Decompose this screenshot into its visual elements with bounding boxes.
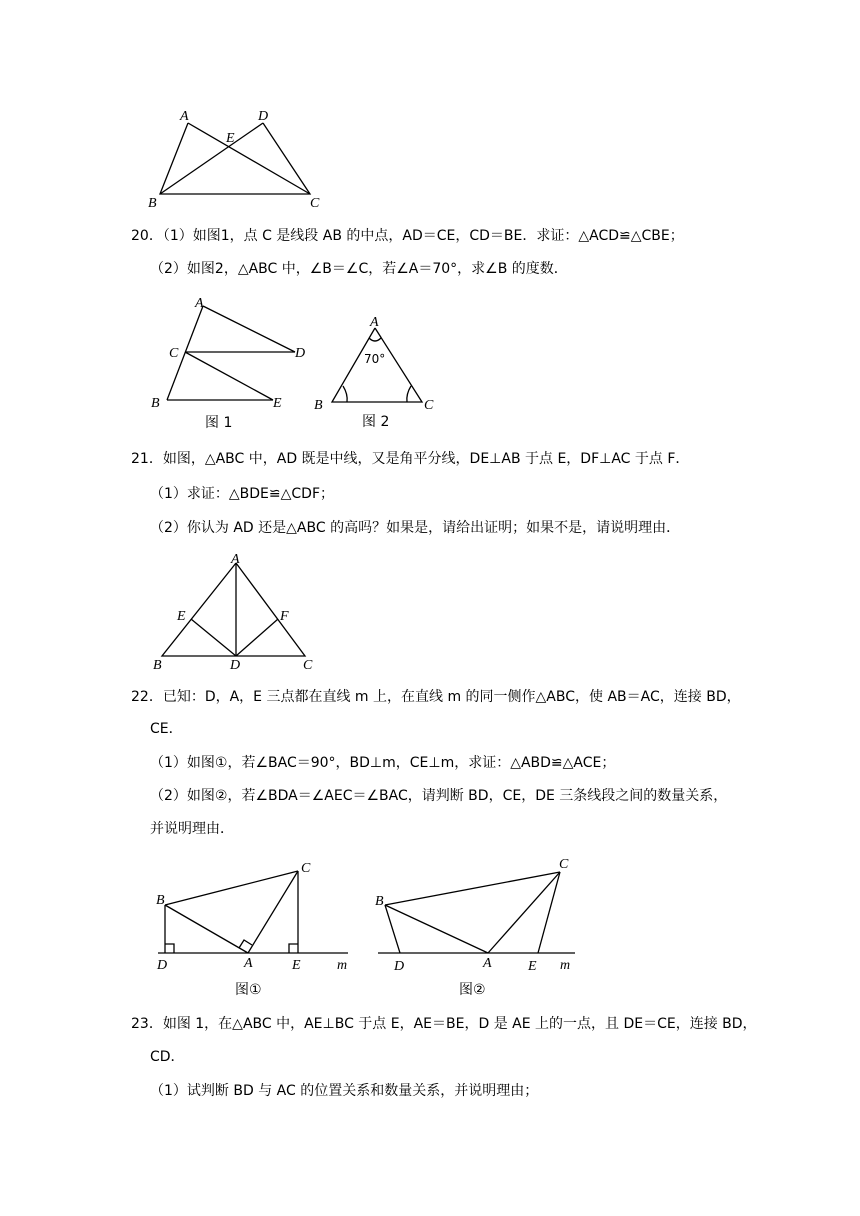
q23-line-2: CD． <box>150 1049 185 1065</box>
right-angle-a <box>239 940 252 948</box>
label-m: m <box>337 958 348 973</box>
q21-line-3: （2）你认为 AD 还是△ABC 的高吗？如果是，请给出证明；如果不是，请说明理由． <box>150 520 681 536</box>
label-d: D <box>258 109 269 124</box>
label-e: E <box>273 396 282 411</box>
q23-line-3: （1）试判断 BD 与 AC 的位置关系和数量关系，并说明理由； <box>150 1083 539 1099</box>
q21-line-2: （1）求证：△BDE≌△CDF； <box>150 486 335 502</box>
label-f: F <box>280 609 289 624</box>
q20-line-2: （2）如图2，△ABC 中，∠B＝∠C，若∠A＝70°，求∠B 的度数． <box>150 261 568 277</box>
label-c: C <box>559 857 569 872</box>
angle-arc-b <box>343 386 347 402</box>
angle-label: 70° <box>364 352 386 366</box>
q22-line-5: 并说明理由． <box>150 821 234 837</box>
label-d: D <box>394 959 405 974</box>
label-d: D <box>157 958 168 973</box>
figure-q22-fig1 <box>150 855 360 1000</box>
label-e: E <box>292 958 301 973</box>
label-b: B <box>151 396 160 411</box>
label-d: D <box>230 658 241 673</box>
label-c: C <box>424 398 434 413</box>
label-e: E <box>177 609 186 624</box>
label-b: B <box>375 894 384 909</box>
label-c: C <box>169 346 179 361</box>
figure-q21 <box>150 550 330 675</box>
label-a: A <box>370 315 379 330</box>
q23-line-1: 23．如图 1，在△ABC 中，AE⊥BC 于点 E，AE＝BE，D 是 AE 上的一点，且 DE＝CE，连接 BD， <box>131 1016 757 1032</box>
figure-q19-crossed-triangles <box>140 105 340 210</box>
label-a: A <box>244 956 253 971</box>
figure-q20-fig2 <box>310 312 450 432</box>
label-c: C <box>301 861 311 876</box>
label-a: A <box>195 296 204 311</box>
right-angle-e <box>289 944 298 953</box>
label-e: E <box>226 131 235 146</box>
label-b: B <box>156 893 165 908</box>
label-m: m <box>560 958 571 973</box>
label-b: B <box>153 658 162 673</box>
figure-q20-fig1 <box>145 295 320 435</box>
figure-q22-fig2 <box>370 855 590 1000</box>
q22-line-1: 22．已知：D，A，E 三点都在直线 m 上，在直线 m 的同一侧作△ABC，使 AB＝AC，连接 BD， <box>131 689 741 705</box>
label-a: A <box>483 956 492 971</box>
angle-arc-a <box>369 338 381 341</box>
q21-line-1: 21．如图，△ABC 中，AD 既是中线，又是角平分线，DE⊥AB 于点 E，DF⊥AC 于点 F． <box>131 451 690 467</box>
label-b: B <box>148 196 157 211</box>
label-a: A <box>231 552 240 567</box>
angle-arc-c <box>407 386 411 402</box>
fig1-caption: 图① <box>235 982 262 998</box>
q22-line-4: （2）如图②，若∠BDA＝∠AEC＝∠BAC，请判断 BD，CE，DE 三条线段之间的数量关系， <box>150 788 728 804</box>
label-a: A <box>180 109 189 124</box>
label-b: B <box>314 398 323 413</box>
label-d: D <box>295 346 306 361</box>
label-c: C <box>303 658 313 673</box>
label-c: C <box>310 196 320 211</box>
q22-line-3: （1）如图①，若∠BAC＝90°，BD⊥m，CE⊥m，求证：△ABD≌△ACE； <box>150 755 616 771</box>
q20-line-1: 20．（1）如图1，点 C 是线段 AB 的中点，AD＝CE，CD＝BE．求证：△ACD≌△CBE； <box>131 228 684 244</box>
fig2-caption: 图② <box>459 982 486 998</box>
right-angle-d <box>165 944 174 953</box>
label-e: E <box>528 959 537 974</box>
q22-line-2: CE． <box>150 721 183 737</box>
fig1-caption: 图 1 <box>205 415 233 431</box>
fig2-caption: 图 2 <box>362 414 390 430</box>
shape-outline <box>160 123 310 194</box>
